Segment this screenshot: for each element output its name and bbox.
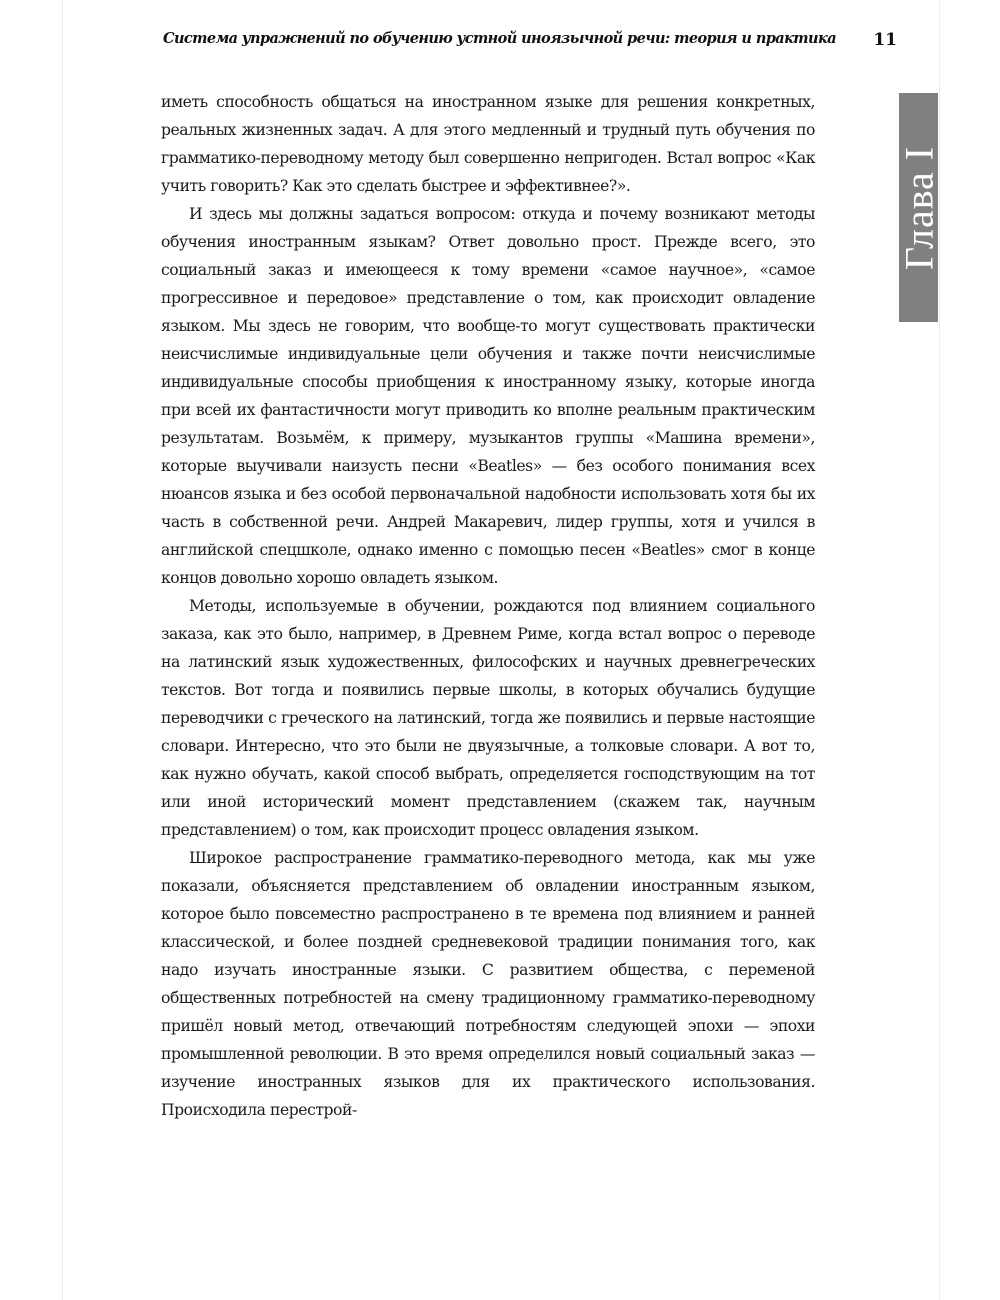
book-page <box>62 0 940 1300</box>
page-number: 11 <box>873 30 897 50</box>
paragraph-1: иметь способность общаться на иностранном языке для решения конкретных, реальных жизненных задач. А для этого медленный и трудный путь обучения по грамматико-переводному методу был совершенно непригоден. Встал вопрос «Как учить говорить? Как это сделать быстрее и эффективнее?». <box>161 93 815 195</box>
running-title: Система упражнений по обучению устной иноязычной речи: теория и практика <box>163 30 837 47</box>
paragraph-3: Методы, используемые в обучении, рождаются под влиянием социального заказа, как это было, например, в Древнем Риме, когда встал вопрос о переводе на латинский язык художественных, философских и научных древнегреческих текстов. Вот тогда и появились первые школы, в которых обучались будущие переводчики с греческого на латинский, тогда же появились и первые настоящие словари. Интересно, что это были не двуязычные, а толковые словари. А вот то, как нужно обучать, какой способ выбрать, определяется господствующим на тот или иной исторический момент представлением (скажем так, научным представлением) о том, как происходит процесс овладения языком. <box>161 597 815 839</box>
body-text <box>161 88 815 1124</box>
page-header <box>163 30 903 54</box>
paragraph-2: И здесь мы должны задаться вопросом: откуда и почему возникают методы обучения иностранным языкам? Ответ довольно прост. Прежде всего, это социальный заказ и имеющееся к тому времени «самое научное», «самое прогрессивное и передовое» представление о том, как происходит овладение языком. Мы здесь не говорим, что вообще-то могут существовать практически неисчислимые индивидуальные цели обучения и также почти неисчислимые индивидуальные способы приобщения к иностранному языку, которые иногда при всей их фантастичности могут приводить ко вполне реальным практическим результатам. Возьмём, к примеру, музыкантов группы «Машина времени», которые выучивали наизусть песни «Beatles» — без особого понимания всех нюансов языка и без особой первоначальной надобности использовать хотя бы их часть в собственной речи. Андрей Макаревич, лидер группы, хотя и учился в английской спецшколе, однако именно с помощью песен «Beatles» смог в конце концов довольно хорошо овладеть языком. <box>161 205 815 587</box>
paragraph-4: Широкое распространение грамматико-переводного метода, как мы уже показали, объясняется представлением об овладении иностранным языком, которое было повсеместно распространено в те времена под влиянием и ранней классической, и более поздней средневековой традиции понимания того, как надо изучать иностранные языки. С развитием общества, с переменой общественных потребностей на смену традиционному грамматико-переводному пришёл новый метод, отвечающий потребностям следующей эпохи — эпохи промышленной революции. В это время определился новый социальный заказ — изучение иностранных языков для их практического использования. Происходила перестрой- <box>161 849 815 1119</box>
chapter-label: Глава I <box>896 145 941 270</box>
chapter-tab <box>896 93 941 322</box>
